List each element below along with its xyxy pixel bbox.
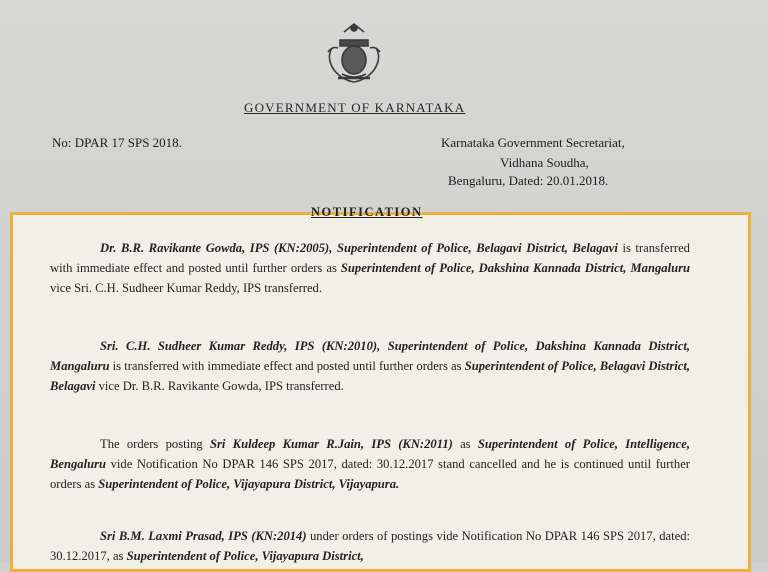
paragraph-text: vice Sri. C.H. Sudheer Kumar Reddy, IPS transferred. xyxy=(50,281,322,295)
address-line-2: Vidhana Soudha, xyxy=(500,155,589,170)
paragraph-1 xyxy=(50,238,690,298)
officer-name: Sri B.M. Laxmi Prasad, IPS (KN:2014) xyxy=(100,529,307,543)
paragraph-text: vice Dr. B.R. Ravikante Gowda, IPS transferred. xyxy=(95,379,344,393)
to-post: Superintendent of Police, Belagavi District, Belagavi xyxy=(50,359,690,393)
from-post: Superintendent of Police, Belagavi District, Belagavi xyxy=(336,241,618,255)
paragraph-text: is transferred with immediate effect and posted until further orders as xyxy=(109,359,465,373)
paragraph-4 xyxy=(50,526,690,566)
from-post: Superintendent of Police, Dakshina Kannada District, Mangaluru xyxy=(50,339,691,373)
to-post: Superintendent of Police, Vijayapura District, Vijayapura. xyxy=(98,477,400,491)
officer-name: Dr. B.R. Ravikante Gowda, IPS (KN:2005), xyxy=(100,241,333,255)
karnataka-emblem-icon xyxy=(318,18,390,90)
reference-number: No: DPAR 17 SPS 2018. xyxy=(52,135,182,150)
to-post: Superintendent of Police, Vijayapura District, xyxy=(126,549,364,563)
government-title: GOVERNMENT OF KARNATAKA xyxy=(244,100,466,115)
paragraph-text: as xyxy=(452,437,478,451)
notification-title: NOTIFICATION xyxy=(311,205,423,219)
address-line-1: Karnataka Government Secretariat, xyxy=(441,135,625,150)
paragraph-text: under orders of postings vide Notification No DPAR 146 SPS 2017, dated: 30.12.2017, as xyxy=(50,529,690,563)
paragraph-2 xyxy=(50,336,690,396)
paragraph-text: The orders posting xyxy=(100,437,210,451)
officer-name: Sri. C.H. Sudheer Kumar Reddy, IPS (KN:2010), xyxy=(100,339,381,353)
paragraph-text: vide Notification No DPAR 146 SPS 2017, dated: 30.12.2017 stand cancelled and he is continued until further orders as xyxy=(50,457,690,491)
paragraph-3 xyxy=(50,434,690,494)
paragraph-text: is transferred with immediate effect and posted until further orders as xyxy=(50,241,690,275)
post-name: Superintendent of Police, Intelligence, Bengaluru xyxy=(50,437,690,471)
to-post: Superintendent of Police, Dakshina Kannada District, Mangaluru xyxy=(340,261,690,275)
address-line-3: Bengaluru, Dated: 20.01.2018. xyxy=(448,173,609,188)
officer-name: Sri Kuldeep Kumar R.Jain, IPS (KN:2011) xyxy=(209,437,453,451)
